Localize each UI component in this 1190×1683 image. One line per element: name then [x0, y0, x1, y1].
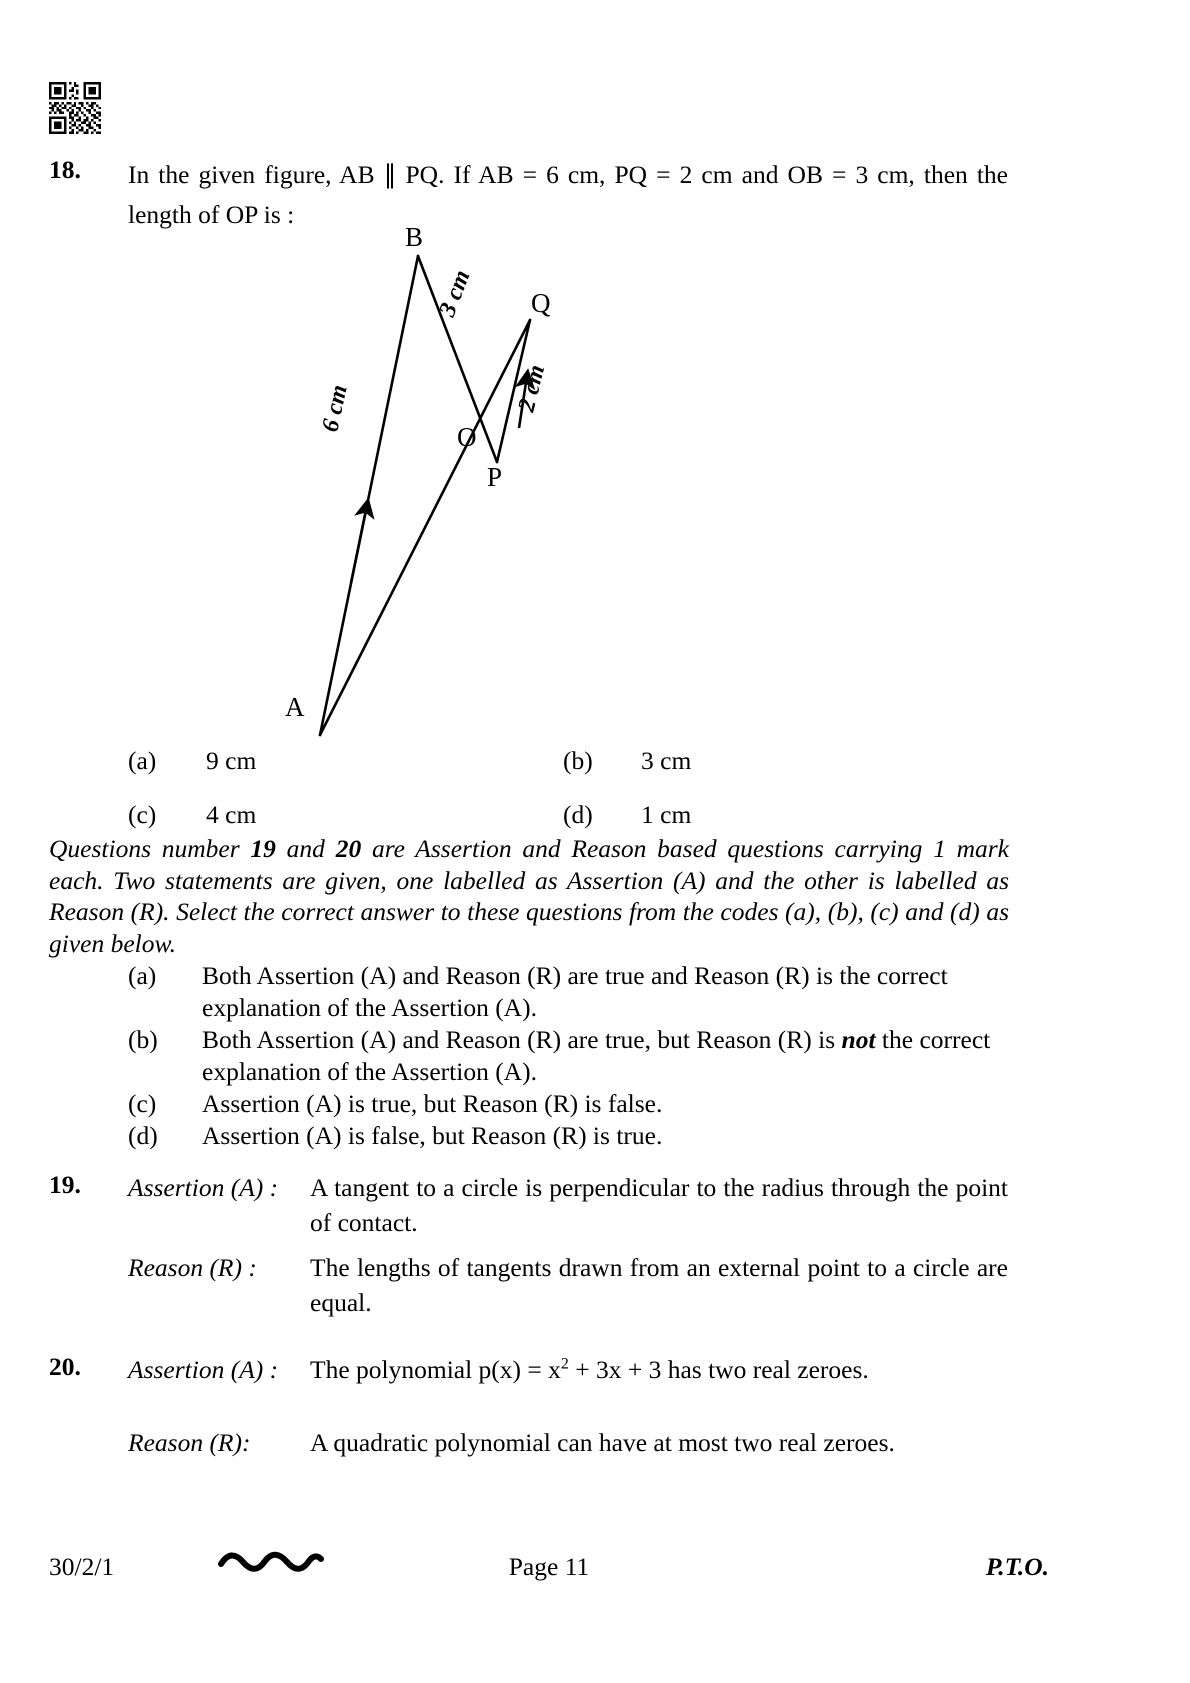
question-20-assertion — [128, 1352, 1008, 1387]
figure-measure-OB: 3 cm — [434, 266, 476, 321]
question-19-reason-label: Reason (R) : — [128, 1253, 257, 1282]
instruction-part-1: Questions number — [49, 834, 251, 863]
code-item-c — [128, 1088, 1008, 1120]
question-number-18: 18. — [49, 155, 81, 184]
code-d-text: Assertion (A) is false, but Reason (R) is true. — [202, 1121, 663, 1150]
code-b-bold-not: not — [841, 1025, 876, 1054]
question-20-assertion-text — [310, 1352, 1008, 1387]
question-19-assertion — [128, 1170, 1008, 1240]
code-item-b — [128, 1024, 1008, 1088]
question-20-reason — [128, 1425, 1008, 1460]
option-a-tag: (a) — [128, 746, 157, 775]
code-b-text-before: Both Assertion (A) and Reason (R) are true, but Reason (R) is — [202, 1025, 842, 1054]
option-c-tag: (c) — [128, 800, 157, 829]
question-number-20: 20. — [49, 1352, 81, 1381]
figure-label-O: O — [457, 422, 477, 452]
question-19-reason-text: The lengths of tangents drawn from an external point to a circle are equal. — [310, 1253, 1008, 1317]
instruction-bold-20: 20 — [335, 834, 362, 863]
code-c-tag: (c) — [128, 1089, 157, 1118]
footer-page-number: Page 11 — [508, 1552, 590, 1581]
instruction-part-3: are Assertion and Reason based questions carrying 1 mark each. Two statements are given, one labelled as Assertion (A) and the other is labelled as Reason (R). Select the correct answer to these questions from the codes (a), (b), (c) and (d) as given below. — [49, 834, 1009, 958]
code-d-tag: (d) — [128, 1121, 158, 1150]
question-20-reason-text: A quadratic polynomial can have at most two real zeroes. — [310, 1428, 895, 1457]
page-footer — [49, 1552, 1049, 1586]
code-a-tag: (a) — [128, 961, 157, 990]
question-20-reason-label: Reason (R): — [128, 1428, 251, 1457]
instruction-part-2: and — [275, 834, 336, 863]
question-18-options-row-2 — [128, 800, 1008, 834]
question-20-assertion-suffix: + 3x + 3 has two real zeroes. — [568, 1355, 869, 1384]
question-18-text: In the given figure, AB ∥ PQ. If AB = 6 cm, PQ = 2 cm and OB = 3 cm, then the length of OP is : — [128, 160, 1008, 229]
footer-pto: P.T.O. — [985, 1552, 1049, 1581]
question-19-assertion-label: Assertion (A) : — [128, 1173, 279, 1202]
instruction-bold-19: 19 — [250, 834, 276, 863]
figure-label-A: A — [285, 692, 305, 722]
figure-label-B: B — [405, 228, 424, 252]
footer-paper-code: 30/2/1 — [49, 1552, 115, 1581]
code-c-text: Assertion (A) is true, but Reason (R) is false. — [202, 1089, 663, 1118]
option-d-tag: (d) — [563, 800, 593, 829]
question-19-assertion-text: A tangent to a circle is perpendicular to the radius through the point of contact. — [310, 1173, 1008, 1237]
figure-label-Q: Q — [531, 288, 551, 318]
option-b-value: 3 cm — [641, 746, 692, 775]
question-20-exponent: 2 — [560, 1355, 569, 1373]
assertion-reason-instruction — [49, 833, 1009, 959]
question-20-assertion-prefix: The polynomial p(x) = x — [310, 1355, 561, 1384]
figure-measure-PQ: 2 cm — [513, 362, 551, 415]
code-a-text: Both Assertion (A) and Reason (R) are true and Reason (R) is the correct explanation of the Assertion (A). — [202, 961, 948, 1022]
qr-code-icon — [49, 82, 101, 134]
question-18-options-row-1 — [128, 746, 1008, 780]
option-b-tag: (b) — [563, 746, 593, 775]
code-b-text — [202, 1024, 1008, 1088]
question-19-reason — [128, 1250, 1008, 1320]
code-item-d — [128, 1120, 1008, 1152]
question-number-19: 19. — [49, 1170, 81, 1199]
code-b-text-after: the correct explanation of the Assertion (A). — [202, 1025, 991, 1086]
option-c-value: 4 cm — [206, 800, 257, 829]
figure-label-P: P — [487, 462, 503, 492]
question-20-assertion-label: Assertion (A) : — [128, 1355, 279, 1384]
option-a-value: 9 cm — [206, 746, 257, 775]
figure-measure-AB: 6 cm — [317, 382, 353, 435]
code-b-tag: (b) — [128, 1025, 158, 1054]
question-18-figure — [255, 228, 655, 748]
option-d-value: 1 cm — [641, 800, 692, 829]
code-item-a — [128, 960, 1008, 1024]
